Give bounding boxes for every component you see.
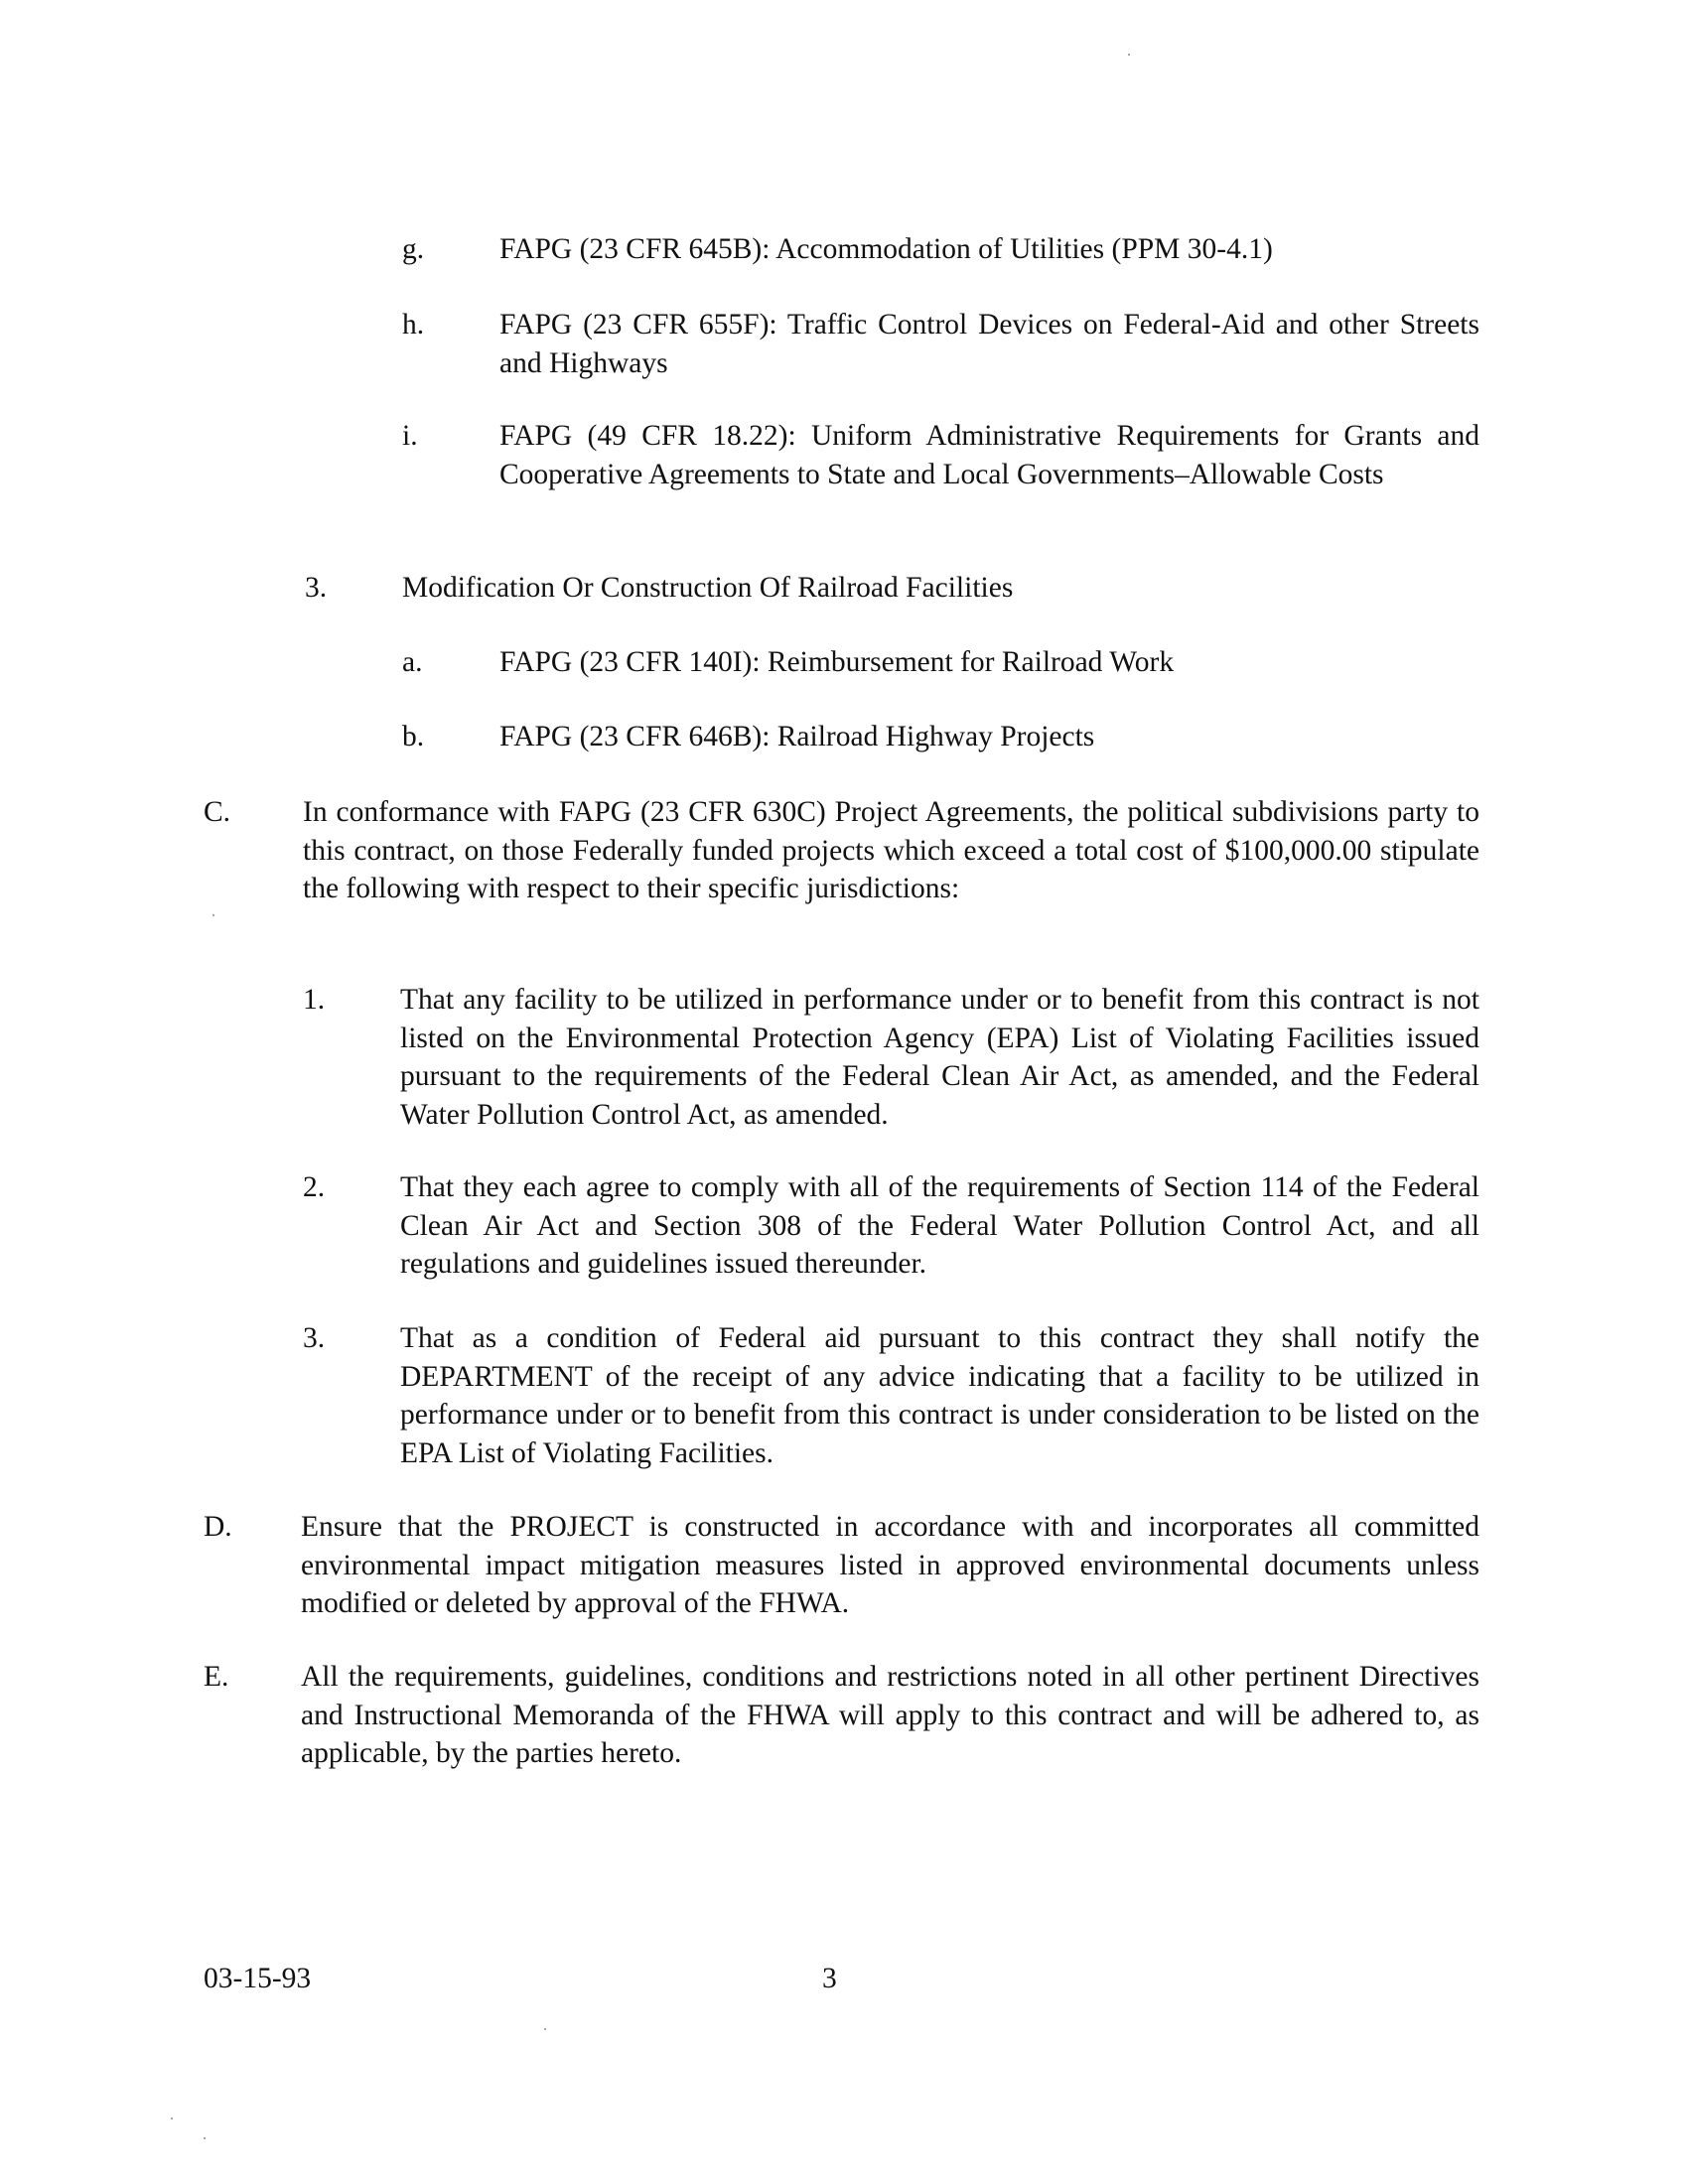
- scan-speck: [171, 2117, 173, 2119]
- section-label: C.: [204, 796, 231, 828]
- item-label: 3.: [303, 1322, 326, 1354]
- section-text: All the requirements, guidelines, conditions and restrictions noted in all other pertinent Directives and Instructional Memoranda of the FHWA will apply to this contract and will be adhered to, as applicable, by the parties hereto.: [301, 1661, 1479, 1770]
- item-label: h.: [402, 309, 425, 341]
- item-text: Modification Or Construction Of Railroad Facilities: [402, 572, 1014, 604]
- item-text: FAPG (23 CFR 646B): Railroad Highway Projects: [499, 721, 1095, 752]
- scan-speck: [204, 2137, 206, 2139]
- page-number: 3: [822, 1963, 837, 1994]
- item-text: That they each agree to comply with all of the requirements of Section 114 of the Federal Clean Air Act and Section 308 of the Federal Water Pollution Control Act, and all regulations and guidelines issued thereunder.: [400, 1171, 1479, 1281]
- scan-speck: [212, 914, 214, 916]
- scan-speck: [544, 2028, 546, 2030]
- item-label: 1.: [303, 984, 326, 1016]
- section-text: Ensure that the PROJECT is constructed in accordance with and incorporates all committed environmental impact mitigation measures listed in approved environmental documents unless modified or deleted by approval of the FHWA.: [301, 1511, 1479, 1620]
- item-text: FAPG (23 CFR 645B): Accommodation of Utilities (PPM 30-4.1): [499, 233, 1273, 265]
- section-label: E.: [204, 1661, 229, 1693]
- item-text: FAPG (23 CFR 140I): Reimbursement for Railroad Work: [499, 646, 1175, 678]
- item-label: a.: [402, 646, 423, 678]
- section-label: D.: [204, 1511, 232, 1543]
- item-text: FAPG (49 CFR 18.22): Uniform Administrative Requirements for Grants and Cooperative Agreements to State and Local Governments–Allowable Costs: [499, 420, 1479, 490]
- footer-date: 03-15-93: [204, 1963, 312, 1994]
- item-label: b.: [402, 721, 425, 752]
- scan-speck: [1128, 54, 1130, 56]
- item-text: FAPG (23 CFR 655F): Traffic Control Devices on Federal-Aid and other Streets and Highways: [499, 309, 1479, 379]
- item-label: 2.: [303, 1171, 326, 1203]
- item-text: That any facility to be utilized in performance under or to benefit from this contract is not listed on the Environmental Protection Agency (EPA) List of Violating Facilities issued pursuant to the requirements of the Federal Clean Air Act, as amended, and the Federal Water Pollution Control Act, as amended.: [400, 984, 1479, 1131]
- item-text: That as a condition of Federal aid pursuant to this contract they shall notify the DEPARTMENT of the receipt of any advice indicating that a facility to be utilized in performance under or to benefit from this contract is under consideration to be listed on the EPA List of Violating Facilities.: [400, 1322, 1479, 1469]
- item-label: 3.: [305, 572, 328, 604]
- item-label: i.: [402, 420, 418, 452]
- item-label: g.: [402, 233, 425, 265]
- section-text: In conformance with FAPG (23 CFR 630C) Project Agreements, the political subdivisions party to this contract, on those Federally funded projects which exceed a total cost of $100,000.00 stipulate the following with respect to their specific jurisdictions:: [303, 796, 1479, 905]
